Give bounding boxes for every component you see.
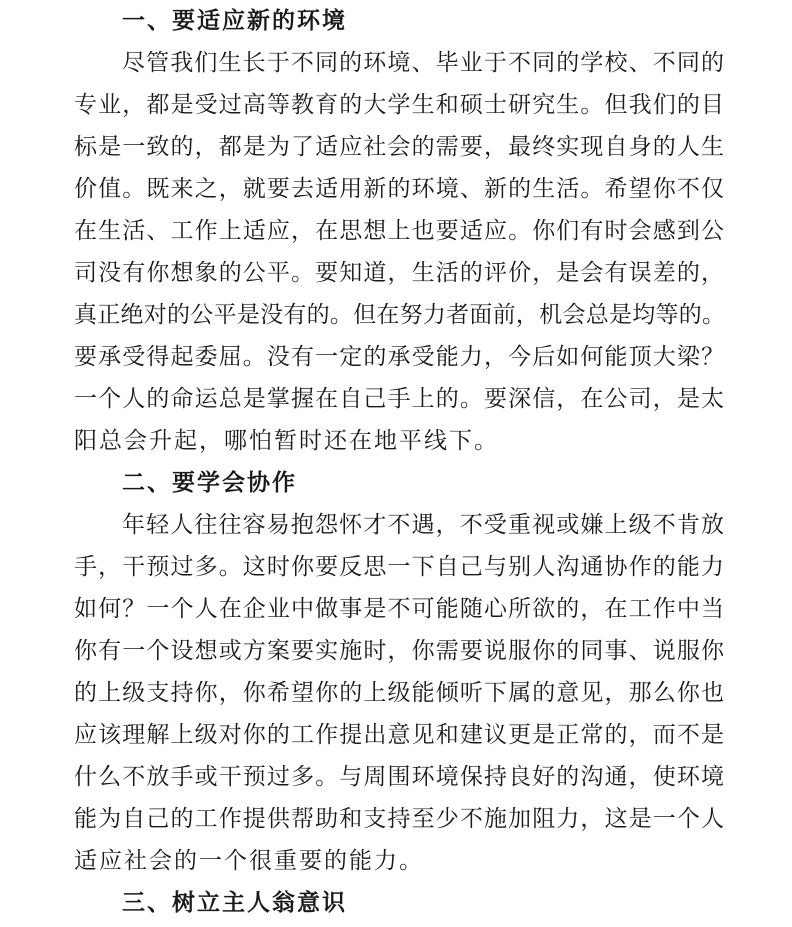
paragraph-line: 一个人的命运总是掌握在自己手上的。要深信，在公司，是太	[74, 386, 724, 412]
paragraph-line: 你有一个设想或方案要实施时，你需要说服你的同事、说服你	[74, 638, 724, 664]
paragraph-line: 要承受得起委屈。没有一定的承受能力，今后如何能顶大梁？	[74, 344, 724, 370]
paragraph-line: 能为自己的工作提供帮助和支持至少不施加阻力，这是一个人	[74, 806, 724, 832]
paragraph-line: 如何？一个人在企业中做事是不可能随心所欲的，在工作中当	[74, 596, 724, 622]
section-heading-2: 二、要学会协作	[122, 470, 297, 496]
paragraph-line: 真正绝对的公平是没有的。但在努力者面前，机会总是均等的。	[74, 302, 724, 328]
paragraph-line: 司没有你想象的公平。要知道，生活的评价，是会有误差的，	[74, 260, 724, 286]
paragraph-line: 专业，都是受过高等教育的大学生和硕士研究生。但我们的目	[74, 92, 724, 118]
paragraph-line: 应该理解上级对你的工作提出意见和建议更是正常的，而不是	[74, 722, 724, 748]
section-heading-1: 一、要适应新的环境	[122, 8, 347, 34]
section-heading-3: 三、树立主人翁意识	[122, 890, 347, 916]
paragraph-line: 什么不放手或干预过多。与周围环境保持良好的沟通，使环境	[74, 764, 724, 790]
paragraph-line: 尽管我们生长于不同的环境、毕业于不同的学校、不同的	[122, 50, 724, 76]
paragraph-line: 的上级支持你，你希望你的上级能倾听下属的意见，那么你也	[74, 680, 724, 706]
paragraph-line: 手，干预过多。这时你要反思一下自己与别人沟通协作的能力	[74, 554, 724, 580]
paragraph-line: 年轻人往往容易抱怨怀才不遇，不受重视或嫌上级不肯放	[122, 512, 724, 538]
paragraph-line: 标是一致的，都是为了适应社会的需要，最终实现自身的人生	[74, 134, 724, 160]
paragraph-line: 阳总会升起，哪怕暂时还在地平线下。	[74, 428, 499, 454]
paragraph-line: 价值。既来之，就要去适用新的环境、新的生活。希望你不仅	[74, 176, 724, 202]
paragraph-line: 适应社会的一个很重要的能力。	[74, 848, 424, 874]
paragraph-line: 在生活、工作上适应，在思想上也要适应。你们有时会感到公	[74, 218, 724, 244]
